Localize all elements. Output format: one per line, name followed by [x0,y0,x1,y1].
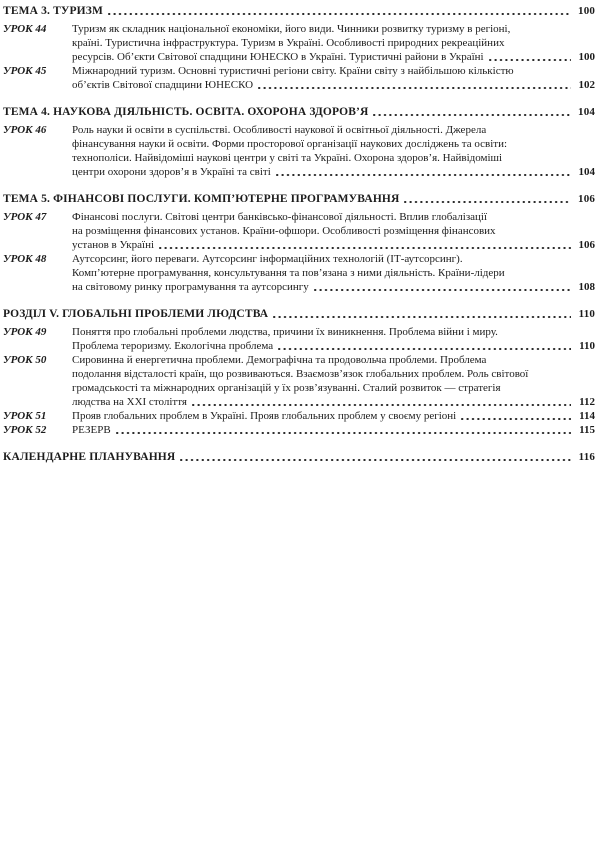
entry-line-text: установ в Україні [72,239,155,251]
lesson-label: УРОК 46 [3,124,47,136]
section-heading-row [3,105,595,119]
entry-content [72,325,595,353]
dot-leader [373,105,571,119]
section-heading-row [3,192,595,206]
entry-line-text: об’єктів Світової спадщини ЮНЕСКО [72,79,254,91]
section-heading: КАЛЕНДАРНЕ ПЛАНУВАННЯ [3,451,176,463]
section-heading: ТЕМА 5. ФІНАНСОВІ ПОСЛУГИ. КОМП’ЮТЕРНЕ ПРОГРАМУВАННЯ [3,193,400,205]
toc-entry [3,123,595,179]
dot-leader [116,423,571,437]
toc-section [3,307,595,437]
section-heading-row [3,307,595,321]
entry-line-text: Прояв глобальних проблем в Україні. Прояв глобальних проблем у своєму регіоні [72,410,457,422]
dot-leader [180,450,571,464]
entry-line: Аутсорсинг, його переваги. Аутсорсинг інформаційних технологій (ІТ-аутсорсинг). [72,253,463,265]
section-heading: ТЕМА 4. НАУКОВА ДІЯЛЬНІСТЬ. ОСВІТА. ОХОРОНА ЗДОРОВ’Я [3,106,369,118]
section-page-number: 104 [578,106,595,118]
entry-last-line [72,395,595,409]
dot-leader [276,165,571,179]
lesson-label: УРОК 47 [3,211,47,223]
dot-leader [159,238,571,252]
entry-page-number: 100 [578,51,595,63]
entry-last-line [72,50,595,64]
section-heading-row [3,4,595,18]
entry-line: технополіси. Найвідоміші наукові центри у світі та Україні. Охорона здоров’я. Найвідоміші [72,152,503,164]
section-heading: ТЕМА 3. ТУРИЗМ [3,5,103,17]
dot-leader [192,395,571,409]
toc-section [3,105,595,179]
dot-leader [461,409,571,423]
entry-content [72,423,595,437]
section-page-number: 100 [578,5,595,17]
entry-line: подолання відсталості країн, що розвиваються. Взаємозв’язок глобальних проблем. Роль світової [72,368,529,380]
toc-entry [3,409,595,423]
entry-line: на розміщення фінансових установ. Країни-офшори. Особливості розміщення фінансових [72,225,496,237]
entry-content [72,252,595,294]
section-page-number: 116 [578,451,595,463]
entry-line: Сировинна й енергетична проблеми. Демографічна та продовольча проблеми. Проблема [72,354,487,366]
entry-last-line [72,339,595,353]
dot-leader [273,307,571,321]
toc-entry [3,22,595,64]
entry-last-line [72,78,595,92]
entry-page-number: 104 [578,166,595,178]
entry-page-number: 115 [579,424,595,436]
toc-entry [3,423,595,437]
lesson-label: УРОК 48 [3,253,47,265]
lesson-label: УРОК 45 [3,65,47,77]
entry-line-text: на світовому ринку програмування та аутсорсингу [72,281,309,293]
toc-entry [3,64,595,92]
toc-entry [3,353,595,409]
dot-leader [489,50,571,64]
dot-leader [404,192,571,206]
entry-line: країні. Туристична інфраструктура. Туризм в Україні. Особливості природних рекреаційних [72,37,505,49]
entry-page-number: 108 [578,281,595,293]
entry-content [72,210,595,252]
entry-line-text: людства на ХХІ століття [72,396,187,408]
toc-entry [3,252,595,294]
entry-content [72,22,595,64]
dot-leader [278,339,571,353]
lesson-label: УРОК 44 [3,23,47,35]
entry-line: громадськості та міжнародних організацій у їх розв’язуванні. Сталий розвиток — стратегія [72,382,501,394]
entry-line: Комп’ютерне програмування, консультування та пов’язана з ними діяльність. Країни-лідери [72,267,505,279]
entry-page-number: 112 [579,396,595,408]
toc-entry [3,210,595,252]
section-heading: РОЗДІЛ V. ГЛОБАЛЬНІ ПРОБЛЕМИ ЛЮДСТВА [3,308,269,320]
entry-content [72,64,595,92]
toc-section [3,192,595,294]
entry-line-text: РЕЗЕРВ [72,424,111,436]
entry-line-text: ресурсів. Об’єкти Світової спадщини ЮНЕСКО в Україні. Туристичні райони в Україні [72,51,484,63]
entry-last-line [72,423,595,437]
toc-section [3,4,595,92]
entry-content [72,353,595,409]
entry-last-line [72,165,595,179]
entry-line: фінансування науки й освіти. Форми просторової організації наукових досліджень та освіти: [72,138,508,150]
dot-leader [108,4,571,18]
entry-last-line [72,280,595,294]
section-page-number: 106 [578,193,595,205]
entry-line-text: центри охорони здоров’я в Україні та світі [72,166,271,178]
lesson-label: УРОК 50 [3,354,47,366]
entry-page-number: 106 [578,239,595,251]
toc-section [3,450,595,464]
toc-entry [3,325,595,353]
entry-page-number: 102 [578,79,595,91]
entry-line: Роль науки й освіти в суспільстві. Особливості наукової й освітньої діяльності. Джерела [72,124,487,136]
entry-line: Поняття про глобальні проблеми людства, причини їх виникнення. Проблема війни і миру. [72,326,498,338]
lesson-label: УРОК 51 [3,410,47,422]
entry-line: Фінансові послуги. Світові центри банківсько-фінансової діяльності. Вплив глобалізації [72,211,488,223]
entry-last-line [72,238,595,252]
entry-line-text: Проблема тероризму. Екологічна проблема [72,340,274,352]
toc-root [3,4,595,464]
entry-page-number: 114 [579,410,595,422]
section-page-number: 110 [578,308,595,320]
entry-last-line [72,409,595,423]
entry-page-number: 110 [579,340,595,352]
lesson-label: УРОК 49 [3,326,47,338]
entry-line: Туризм як складник національної економіки, його види. Чинники розвитку туризму в регіоні, [72,23,511,35]
dot-leader [258,78,571,92]
entry-content [72,123,595,179]
entry-line: Міжнародний туризм. Основні туристичні регіони світу. Країни світу з найбільшою кількістю [72,65,514,77]
lesson-label: УРОК 52 [3,424,47,436]
dot-leader [314,280,571,294]
section-heading-row [3,450,595,464]
entry-content [72,409,595,423]
